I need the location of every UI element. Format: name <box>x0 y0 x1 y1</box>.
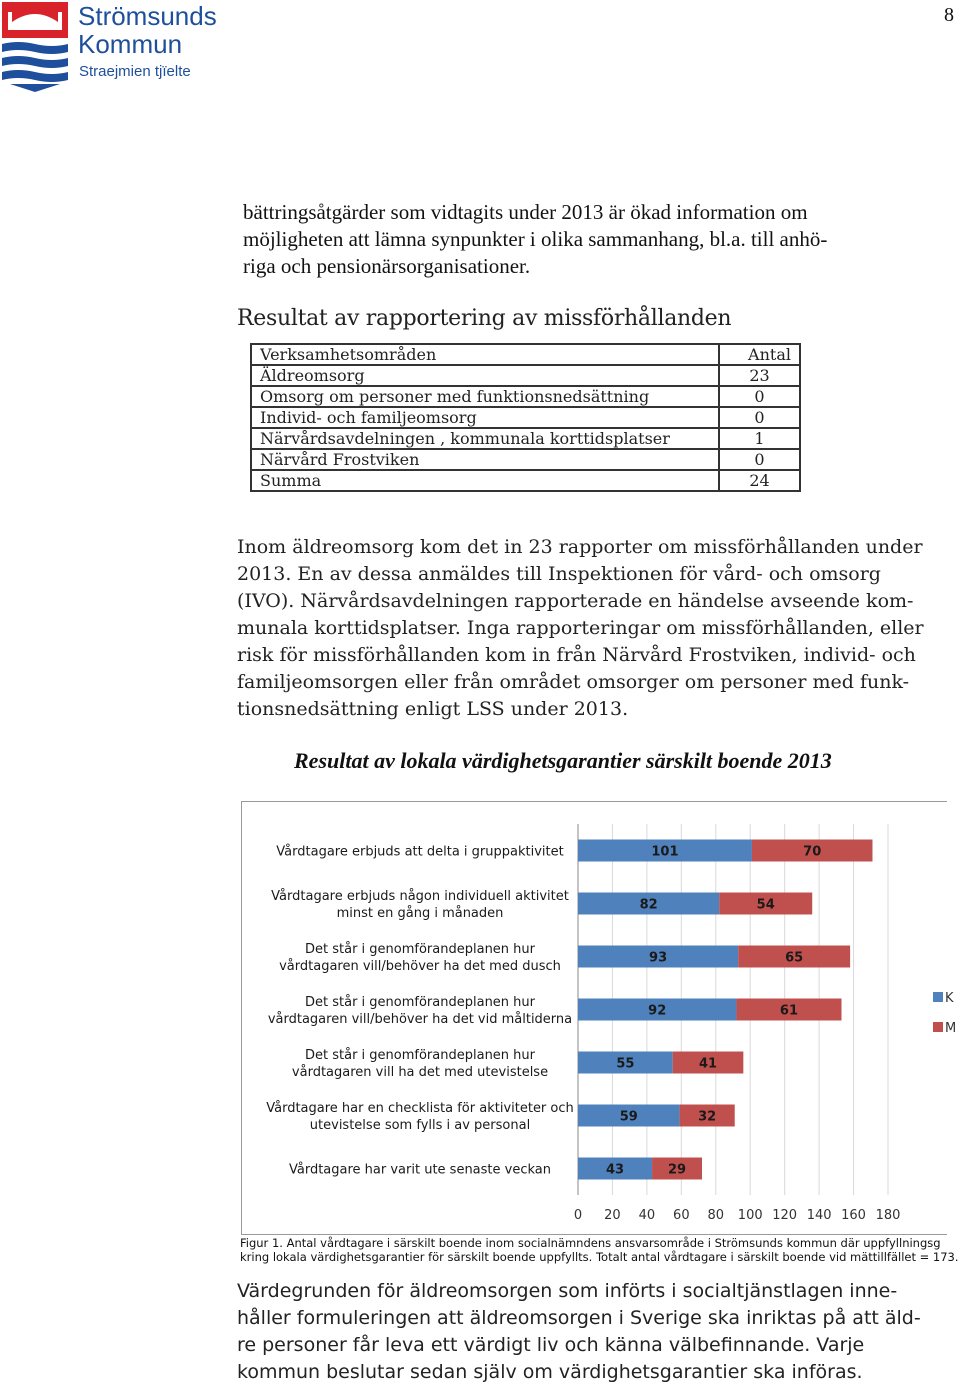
x-tick-label: 20 <box>604 1208 621 1223</box>
intro-paragraph <box>243 199 933 280</box>
data-label: 43 <box>605 1162 625 1178</box>
data-label: 93 <box>649 950 668 966</box>
text-line: riga och pensionärsorganisationer. <box>243 254 531 278</box>
category-label: utevistelse som fylls i av personal <box>309 1118 531 1133</box>
category-label: Det står i genomförandeplanen hur <box>305 995 535 1010</box>
category-label: minst en gång i månaden <box>336 906 504 921</box>
x-tick-label: 140 <box>806 1208 832 1223</box>
text-line: risk för missförhållanden kom in från Närvård Frostviken, individ- och <box>237 644 916 666</box>
text-line: re personer får leva ett värdigt liv och känna välbefinnande. Varje <box>237 1334 865 1356</box>
table-row <box>251 386 800 407</box>
category-label: Vårdtagare har en checklista för aktiviteter och <box>266 1101 574 1116</box>
table-header-row <box>251 344 800 365</box>
category-label: Det står i genomförandeplanen hur <box>305 1048 535 1063</box>
text-line: Inom äldreomsorg kom det in 23 rapporter om missförhållanden under <box>237 536 923 558</box>
table-cell: 24 <box>719 470 800 491</box>
x-tick-label: 80 <box>707 1208 725 1223</box>
table-cell: Omsorg om personer med funktionsnedsättning <box>251 386 719 407</box>
text-line: familjeomsorgen eller från området omsorger om personer med funk- <box>237 671 910 693</box>
x-tick-label: 40 <box>638 1208 656 1223</box>
legend-swatch <box>933 1022 943 1032</box>
data-label: 32 <box>698 1109 717 1125</box>
results-heading: Resultat av rapportering av missförhållanden <box>237 306 732 331</box>
x-tick-label: 0 <box>573 1208 583 1223</box>
table-row <box>251 407 800 428</box>
table-cell: 0 <box>719 386 800 407</box>
data-label: 70 <box>803 844 822 860</box>
table-cell: Summa <box>251 470 719 491</box>
table-header-cell: Antal <box>719 344 800 365</box>
text-line: kommun beslutar sedan själv om värdighetsgarantier ska införas. <box>237 1361 863 1383</box>
data-label: 54 <box>756 897 775 913</box>
data-label: 61 <box>779 1003 799 1019</box>
table-header-cell: Verksamhetsområden <box>251 344 719 365</box>
stacked-bar-chart <box>242 802 957 1234</box>
text-line: (IVO). Närvårdsavdelningen rapporterade en händelse avseende kom- <box>237 590 914 612</box>
category-label: vårdtagaren vill/behöver ha det vid måltiderna <box>267 1012 573 1027</box>
figure-caption <box>240 1236 959 1264</box>
text-line: 2013. En av dessa anmäldes till Inspektionen för vård- och omsorg <box>237 563 881 585</box>
category-label: Vårdtagare har varit ute senaste veckan <box>288 1162 552 1178</box>
x-tick-label: 60 <box>673 1208 690 1223</box>
data-label: 92 <box>648 1003 667 1019</box>
legend-swatch <box>933 992 943 1002</box>
logo-title-line1: Strömsunds <box>78 1 217 31</box>
data-label: 55 <box>616 1056 635 1072</box>
table-cell: Närvård Frostviken <box>251 449 719 470</box>
x-tick-label: 100 <box>737 1208 763 1223</box>
category-label: vårdtagaren vill ha det med utevistelse <box>291 1065 549 1080</box>
closing-paragraph <box>237 1278 952 1386</box>
legend-label: K <box>945 991 954 1006</box>
table-cell: Individ- och familjeomsorg <box>251 407 719 428</box>
table-cell: Äldreomsorg <box>251 365 719 386</box>
data-label: 82 <box>639 897 658 913</box>
category-label: Vårdtagare erbjuds någon individuell aktivitet <box>271 889 569 904</box>
data-label: 101 <box>651 844 679 860</box>
caption-line: Figur 1. Antal vårdtagare i särskilt boende inom socialnämndens ansvarsområde i Strömsunds kommun där uppfyllningsg <box>240 1236 941 1250</box>
logo-title-line2: Kommun <box>78 29 183 59</box>
table-row <box>251 449 800 470</box>
legend-label: M <box>945 1021 957 1036</box>
data-label: 65 <box>785 950 804 966</box>
text-line: bättringsåtgärder som vidtagits under 2013 är ökad information om <box>243 200 808 224</box>
table-row <box>251 470 800 491</box>
page-number: 8 <box>944 4 954 26</box>
text-line: möjligheten att lämna synpunkter i olika sammanhang, bl.a. till anhö- <box>243 227 828 251</box>
data-label: 29 <box>667 1162 687 1178</box>
text-line: Värdegrunden för äldreomsorgen som införts i socialtjänstlagen inne- <box>237 1280 898 1302</box>
table-row <box>251 365 800 386</box>
results-paragraph <box>237 534 942 723</box>
x-tick-label: 160 <box>841 1208 866 1223</box>
text-line: munala korttidsplatser. Inga rapporteringar om missförhållanden, eller <box>237 617 924 639</box>
data-label: 59 <box>619 1109 638 1125</box>
x-tick-label: 120 <box>772 1208 798 1223</box>
table-cell: Närvårdsavdelningen , kommunala korttidsplatser <box>251 428 719 449</box>
table-cell: 1 <box>719 428 800 449</box>
data-label: 41 <box>698 1056 718 1072</box>
text-line: tionsnedsättning enligt LSS under 2013. <box>237 698 629 720</box>
category-label: vårdtagaren vill/behöver ha det med dusch <box>279 959 561 974</box>
logo-subtitle: Straejmien tjïelte <box>79 63 191 80</box>
table-row <box>251 428 800 449</box>
results-table <box>250 343 801 492</box>
text-line: håller formuleringen att äldreomsorgen i Sverige ska inriktas på att äld- <box>237 1307 921 1329</box>
caption-line: kring lokala värdighetsgarantier för särskilt boende uppfyllts. Totalt antal vårdtagare i särskilt boende vid mättillfället = 173. <box>240 1250 959 1264</box>
chart-heading: Resultat av lokala värdighetsgarantier särskilt boende 2013 <box>294 748 832 773</box>
x-tick-label: 180 <box>875 1208 901 1223</box>
table-cell: 0 <box>719 407 800 428</box>
chart-frame <box>241 801 957 1235</box>
category-label: Vårdtagare erbjuds att delta i gruppaktivitet <box>276 844 564 860</box>
table-cell: 23 <box>719 365 800 386</box>
category-label: Det står i genomförandeplanen hur <box>305 942 535 957</box>
table-cell: 0 <box>719 449 800 470</box>
